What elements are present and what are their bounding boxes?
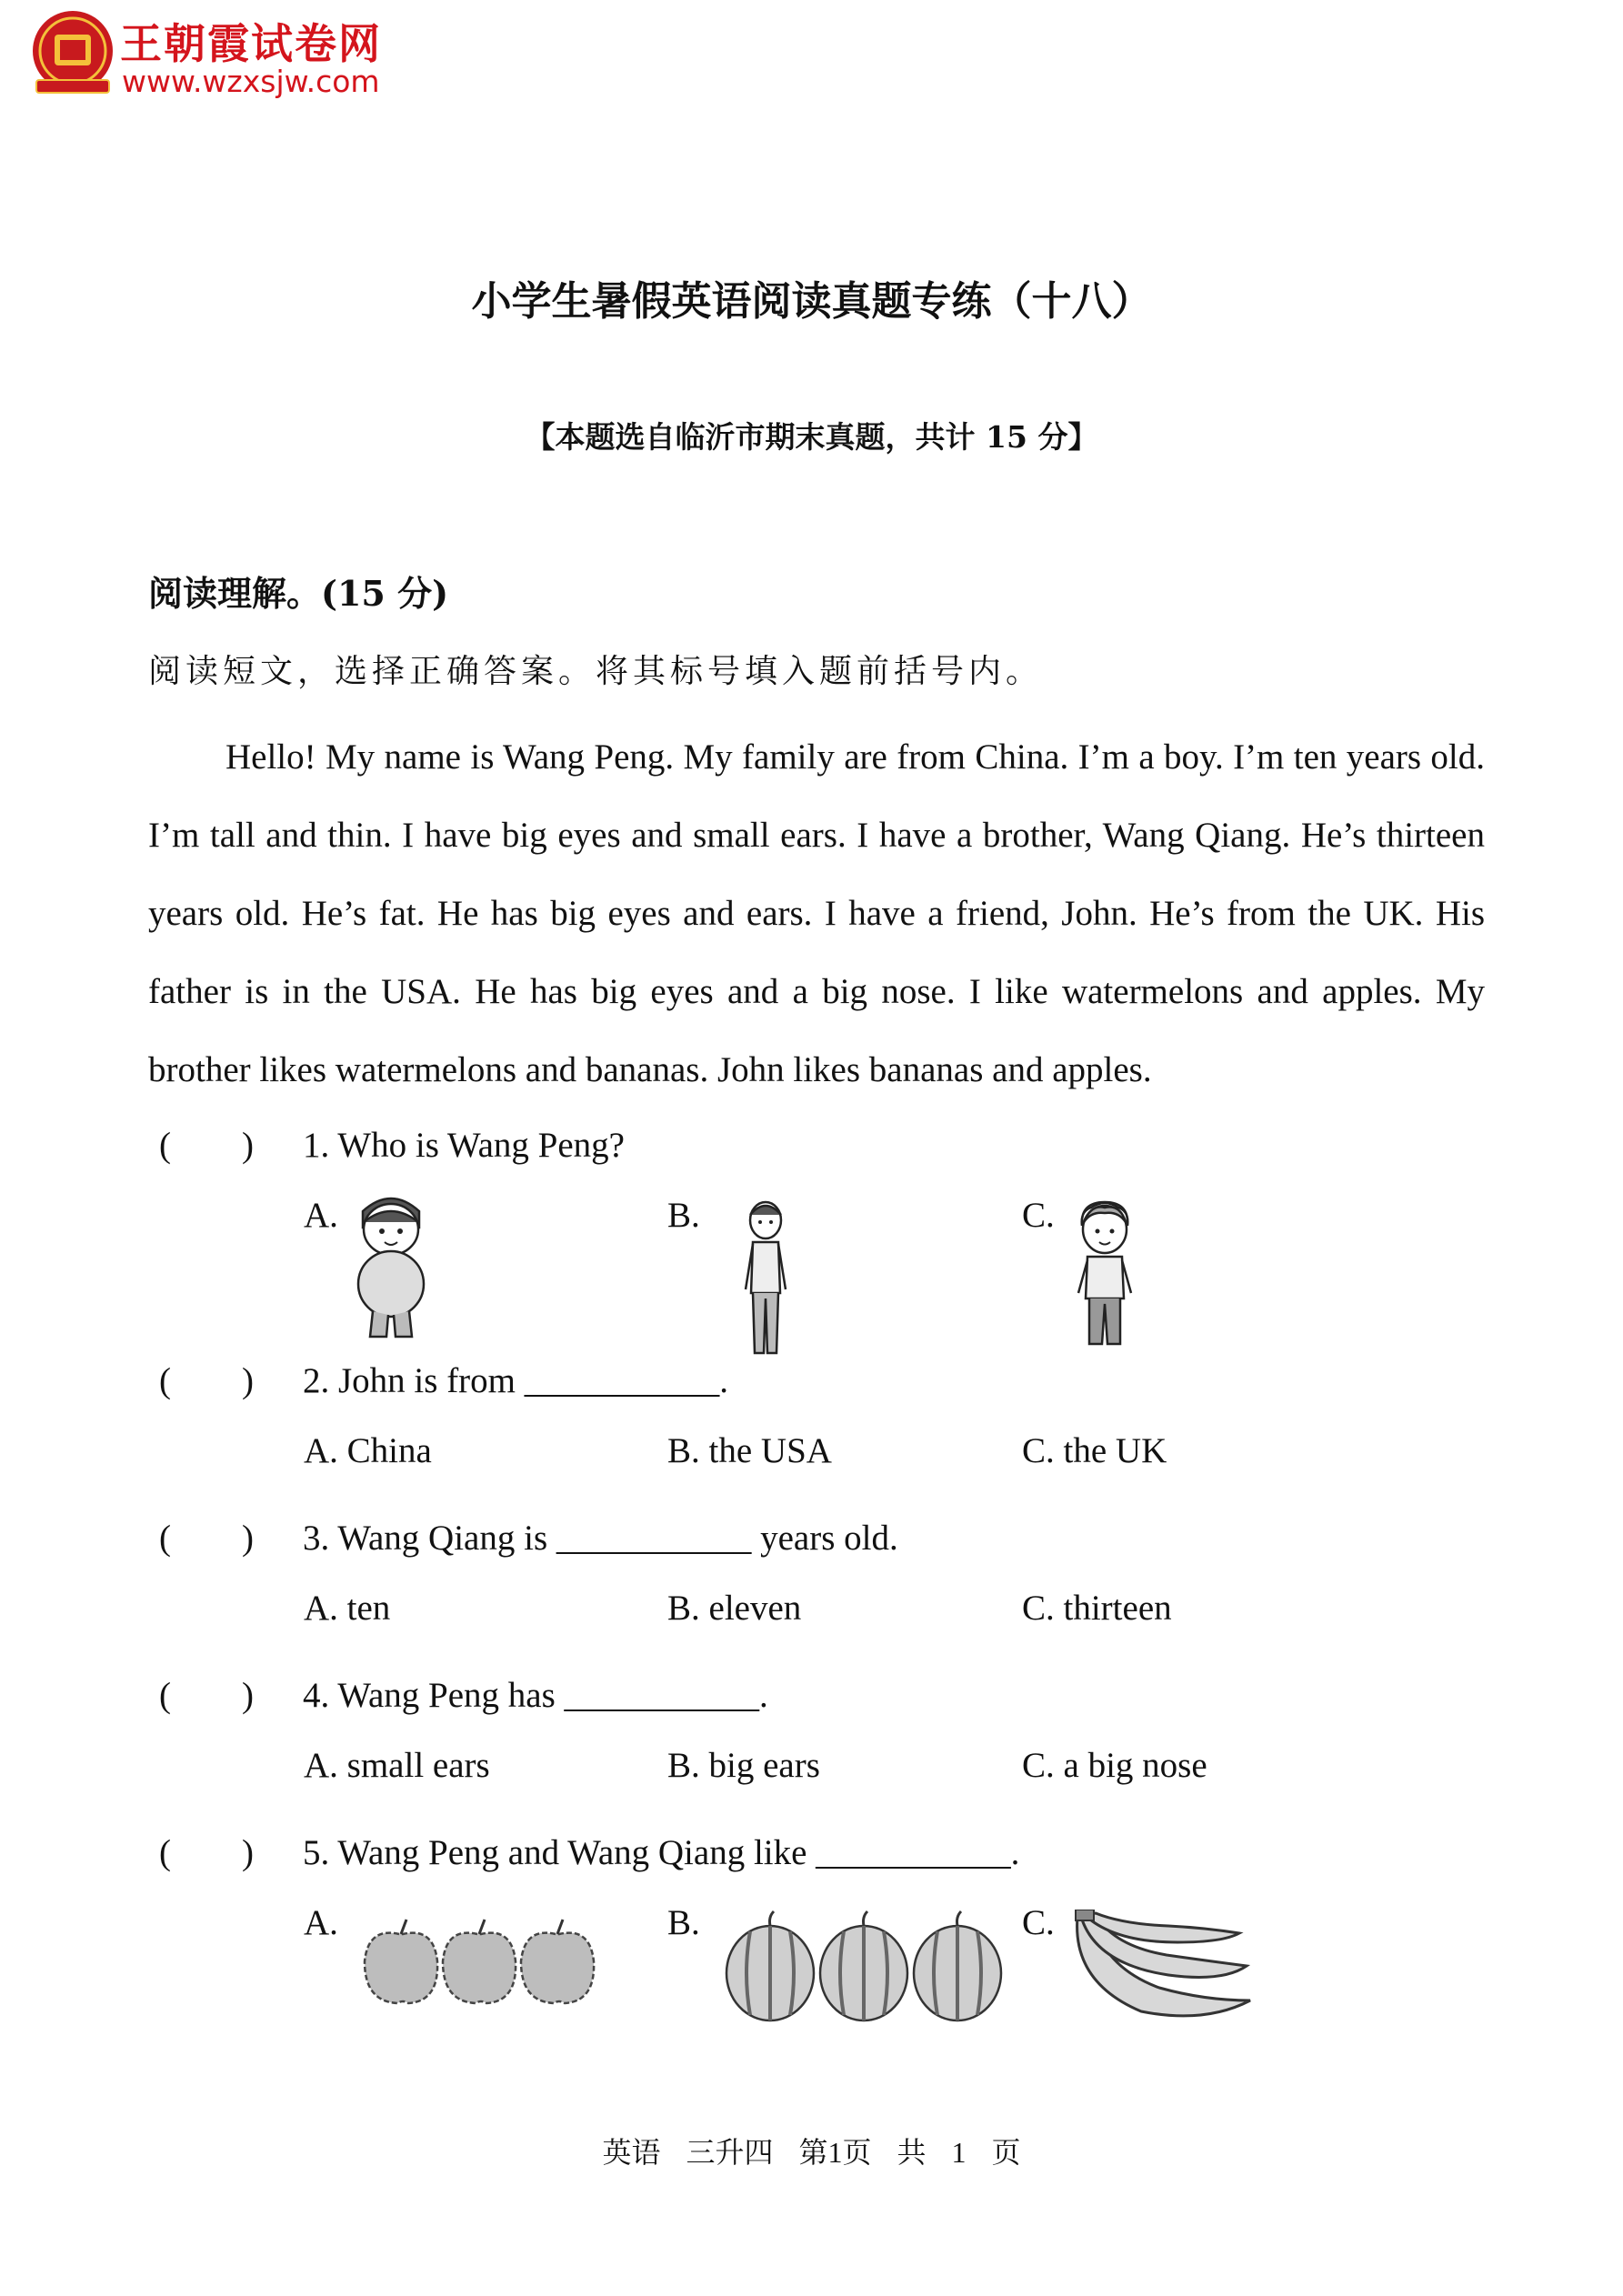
curly-hair-boy-icon — [1073, 1198, 1137, 1353]
option-a[interactable]: A. small ears — [304, 1746, 490, 1785]
page-subtitle: 【本题选自临沂市期末真题，共计 15 分】 — [525, 419, 1098, 455]
question-stem: 5. Wang Peng and Wang Qiang like ___________. — [303, 1833, 1020, 1872]
watermelons-icon — [723, 1908, 1005, 2026]
answer-bracket[interactable]: ( ) — [159, 1519, 254, 1558]
option-c[interactable]: C. the UK — [1022, 1431, 1167, 1470]
option-a[interactable]: A. China — [304, 1431, 432, 1470]
page-title: 小学生暑假英语阅读真题专练（十八） — [471, 278, 1152, 325]
option-b[interactable]: B. the USA — [667, 1431, 832, 1470]
option-a[interactable]: A. ten — [304, 1589, 391, 1628]
option-c[interactable]: C. thirteen — [1022, 1589, 1172, 1628]
answer-bracket[interactable]: ( ) — [159, 1126, 254, 1165]
option-c[interactable]: C. a big nose — [1022, 1746, 1207, 1785]
answer-bracket[interactable]: ( ) — [159, 1361, 254, 1400]
option-b[interactable]: B. — [667, 1903, 700, 1942]
option-b[interactable]: B. eleven — [667, 1589, 802, 1628]
answer-bracket[interactable]: ( ) — [159, 1833, 254, 1872]
logo-name: 王朝霞试卷网 — [120, 19, 382, 68]
question-stem: 1. Who is Wang Peng? — [303, 1126, 625, 1165]
option-b[interactable]: B. — [667, 1196, 700, 1235]
question-3 — [159, 1509, 898, 1560]
section-heading: 阅读理解。(15 分) — [148, 573, 449, 614]
question-5 — [159, 1824, 1019, 1875]
question-stem: 2. John is from ___________. — [303, 1361, 728, 1400]
section-instruction: 阅读短文，选择正确答案。将其标号填入题前括号内。 — [148, 653, 1044, 690]
question-1 — [159, 1117, 625, 1168]
reading-passage: Hello! My name is Wang Peng. My family are from China. I’m a boy. I’m ten years old. I’m tall and thin. I have big eyes and small ears. I have a brother, Wang Qiang. He’s thirteen years old. He’s fat. He has big eyes and ears. I have a friend, John. He’s from the UK. His father is in the USA. He has big eyes and a big nose. I like watermelons and apples. My brother likes watermelons and bananas. John likes bananas and apples. — [148, 737, 1485, 1089]
option-a[interactable]: A. — [304, 1196, 338, 1235]
page-footer: 英语 三升四 第1页 共 1 页 — [602, 2136, 1021, 2169]
option-a[interactable]: A. — [304, 1903, 338, 1942]
answer-bracket[interactable]: ( ) — [159, 1676, 254, 1715]
thin-boy-icon — [738, 1198, 793, 1362]
site-logo — [27, 7, 409, 103]
option-b[interactable]: B. big ears — [667, 1746, 820, 1785]
question-stem: 4. Wang Peng has ___________. — [303, 1676, 768, 1715]
logo-seal-icon — [27, 7, 118, 98]
question-stem: 3. Wang Qiang is ___________ years old. — [303, 1519, 898, 1558]
question-4 — [159, 1667, 768, 1718]
bananas-icon — [1068, 1910, 1259, 2028]
question-2 — [159, 1352, 728, 1403]
option-c[interactable]: C. — [1022, 1196, 1055, 1235]
logo-url[interactable]: www.wzxsjw.com — [122, 64, 380, 99]
apples-icon — [359, 1914, 600, 2010]
fat-boy-icon — [350, 1191, 432, 1346]
option-c[interactable]: C. — [1022, 1903, 1055, 1942]
